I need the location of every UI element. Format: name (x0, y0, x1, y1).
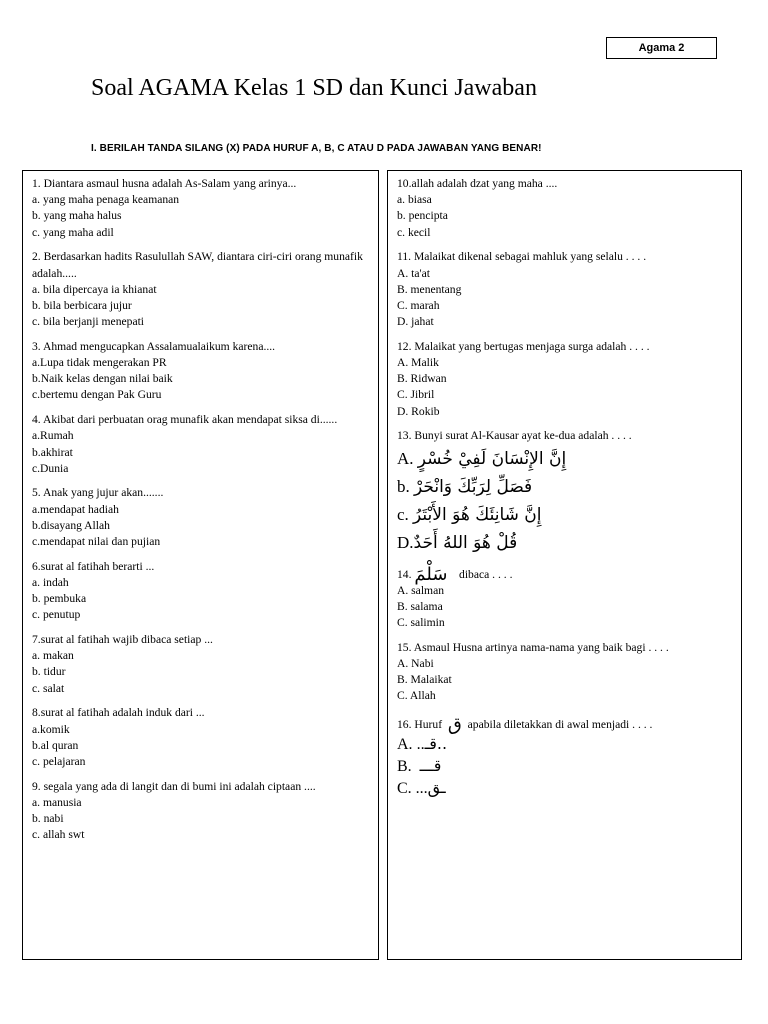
answer-option[interactable] (397, 501, 733, 529)
option-letter: C. (397, 779, 412, 797)
answer-option[interactable]: B. salama (397, 599, 443, 613)
answer-option[interactable] (397, 755, 733, 777)
right-question-column (387, 170, 742, 960)
arabic-verse: إِنَّ الإِنْسَانَ لَفِيْ خُسْرٍ (417, 448, 567, 469)
arabic-verse: فَصَلِّ لِرَبِّكَ وَانْحَرْ (414, 476, 533, 497)
question-suffix: dibaca . . . . (459, 567, 513, 581)
arabic-verse: قُلْ هُوَ اللهُ أَحَدٌ (413, 532, 518, 553)
answer-option[interactable]: b.Naik kelas dengan nilai baik (32, 372, 173, 386)
arabic-form: قـــ (419, 755, 442, 775)
answer-option[interactable] (397, 529, 733, 557)
option-letter: b. (397, 476, 410, 496)
answer-option[interactable]: c. bila berjanji menepati (32, 315, 145, 329)
question-9 (32, 779, 370, 844)
question-1 (32, 176, 370, 241)
answer-option[interactable] (397, 445, 733, 473)
question-text: 1. Diantara asmaul husna adalah As-Salam yang arinya... (32, 177, 297, 190)
subject-tag: Agama 2 (606, 37, 717, 59)
question-text: 3. Ahmad mengucapkan Assalamualaikum karena.... (32, 339, 276, 353)
option-letter: D. (397, 532, 414, 552)
answer-option[interactable]: A. ta'at (397, 266, 430, 280)
option-letter: A. (397, 448, 414, 468)
option-dots: .. (416, 735, 425, 753)
option-letter: c. (397, 504, 409, 524)
question-13 (397, 428, 733, 556)
question-14 (397, 563, 733, 632)
answer-option[interactable]: c. salat (32, 681, 65, 695)
question-15 (397, 640, 733, 705)
question-12 (397, 339, 733, 420)
question-suffix: apabila diletakkan di awal menjadi . . . . (467, 717, 653, 731)
option-letter: B. (397, 757, 412, 775)
answer-option[interactable]: a. biasa (397, 193, 432, 207)
answer-option[interactable]: D. Rokib (397, 404, 440, 418)
question-text: 7.surat al fatihah wajib dibaca setiap ... (32, 633, 213, 647)
answer-option[interactable]: a. bila dipercaya ia khianat (32, 282, 157, 296)
question-text: 11. Malaikat dikenal sebagai mahluk yang selalu . . . . (397, 250, 647, 264)
question-text: 5. Anak yang jujur akan....... (32, 486, 164, 500)
answer-option[interactable]: a.mendapat hadiah (32, 502, 119, 516)
answer-option[interactable]: C. salimin (397, 616, 445, 630)
answer-option[interactable]: b. yang maha halus (32, 209, 122, 223)
option-dots: ... (415, 779, 428, 797)
answer-option[interactable] (397, 777, 733, 799)
question-text (397, 713, 733, 735)
question-7 (32, 632, 370, 697)
answer-option[interactable]: B. menentang (397, 282, 462, 296)
answer-option[interactable]: a.Lupa tidak mengerakan PR (32, 356, 167, 370)
answer-option[interactable]: c. kecil (397, 225, 431, 239)
answer-option[interactable]: C. marah (397, 298, 440, 312)
question-text: 8.surat al fatihah adalah induk dari ... (32, 706, 205, 720)
left-question-column (22, 170, 379, 960)
answer-option[interactable]: B. Ridwan (397, 372, 447, 386)
answer-option[interactable]: C. Allah (397, 689, 436, 703)
answer-option[interactable]: b.al quran (32, 738, 79, 752)
answer-option[interactable]: a. indah (32, 575, 69, 589)
answer-option[interactable]: a.Rumah (32, 429, 74, 443)
answer-option[interactable]: B. Malaikat (397, 673, 452, 687)
question-10 (397, 176, 733, 241)
answer-option[interactable]: a. yang maha penaga keamanan (32, 193, 180, 207)
answer-option[interactable]: c. allah swt (32, 828, 85, 842)
question-4 (32, 412, 370, 477)
answer-option[interactable]: c. yang maha adil (32, 225, 114, 239)
answer-option[interactable]: c.Dunia (32, 461, 69, 475)
question-11 (397, 249, 733, 330)
answer-option[interactable]: c.mendapat nilai dan pujian (32, 535, 161, 549)
question-text: 10.allah adalah dzat yang maha .... (397, 177, 558, 190)
answer-option[interactable]: A. Malik (397, 356, 439, 370)
arabic-letter: ق (447, 713, 462, 735)
answer-option[interactable]: c.bertemu dengan Pak Guru (32, 388, 162, 402)
answer-option[interactable]: a. makan (32, 649, 74, 663)
question-3 (32, 339, 370, 404)
answer-option[interactable]: b.disayang Allah (32, 518, 110, 532)
arabic-word: سَلْمَ (414, 563, 448, 585)
question-6 (32, 559, 370, 624)
answer-option[interactable] (397, 473, 733, 501)
question-16 (397, 713, 733, 799)
arabic-verse: إِنَّ شَانِئَكَ هُوَ الأَبْتَرُ (413, 504, 542, 525)
answer-option[interactable]: b. bila berbicara jujur (32, 298, 132, 312)
answer-option[interactable]: c. pelajaran (32, 755, 86, 768)
answer-option[interactable] (397, 733, 733, 755)
answer-option[interactable]: c. penutup (32, 608, 81, 622)
answer-option[interactable]: A. Nabi (397, 657, 434, 671)
option-letter: A. (397, 735, 413, 753)
question-text: 2. Berdasarkan hadits Rasulullah SAW, diantara ciri-ciri orang munafik adalah..... (32, 250, 363, 280)
answer-option[interactable]: b. tidur (32, 665, 66, 679)
answer-option[interactable]: a. manusia (32, 795, 82, 809)
answer-option[interactable]: b. pencipta (397, 209, 448, 223)
question-text: 9. segala yang ada di langit dan di bumi ini adalah ciptaan .... (32, 779, 316, 793)
question-5 (32, 485, 370, 550)
question-2 (32, 249, 370, 330)
answer-option[interactable]: C. Jibril (397, 388, 435, 402)
question-text: 13. Bunyi surat Al-Kausar ayat ke-dua adalah . . . . (397, 429, 632, 443)
answer-option[interactable]: A. salman (397, 583, 445, 597)
question-8 (32, 705, 370, 770)
question-text: 12. Malaikat yang bertugas menjaga surga adalah . . . . (397, 339, 650, 353)
question-prefix: 16. Huruf (397, 717, 443, 731)
question-text: 4. Akibat dari perbuatan orag munafik akan mendapat siksa di...... (32, 413, 338, 427)
arabic-form: قـ.. (424, 733, 448, 753)
question-text: 15. Asmaul Husna artinya nama-nama yang baik bagi . . . . (397, 640, 669, 654)
page-title: Soal AGAMA Kelas 1 SD dan Kunci Jawaban (91, 75, 537, 101)
answer-option[interactable]: D. jahat (397, 315, 434, 329)
question-number: 14. (397, 567, 412, 581)
answer-option[interactable]: b. pembuka (32, 592, 87, 606)
question-text: 6.surat al fatihah berarti ... (32, 559, 155, 573)
arabic-form: ـق (427, 777, 446, 797)
answer-option[interactable]: a.komik (32, 722, 70, 736)
answer-option[interactable]: b. nabi (32, 812, 64, 826)
answer-option[interactable]: b.akhirat (32, 445, 73, 459)
instruction-text: I. BERILAH TANDA SILANG (X) PADA HURUF A, B, C ATAU D PADA JAWABAN YANG BENAR! (91, 143, 542, 154)
question-text (397, 563, 733, 585)
